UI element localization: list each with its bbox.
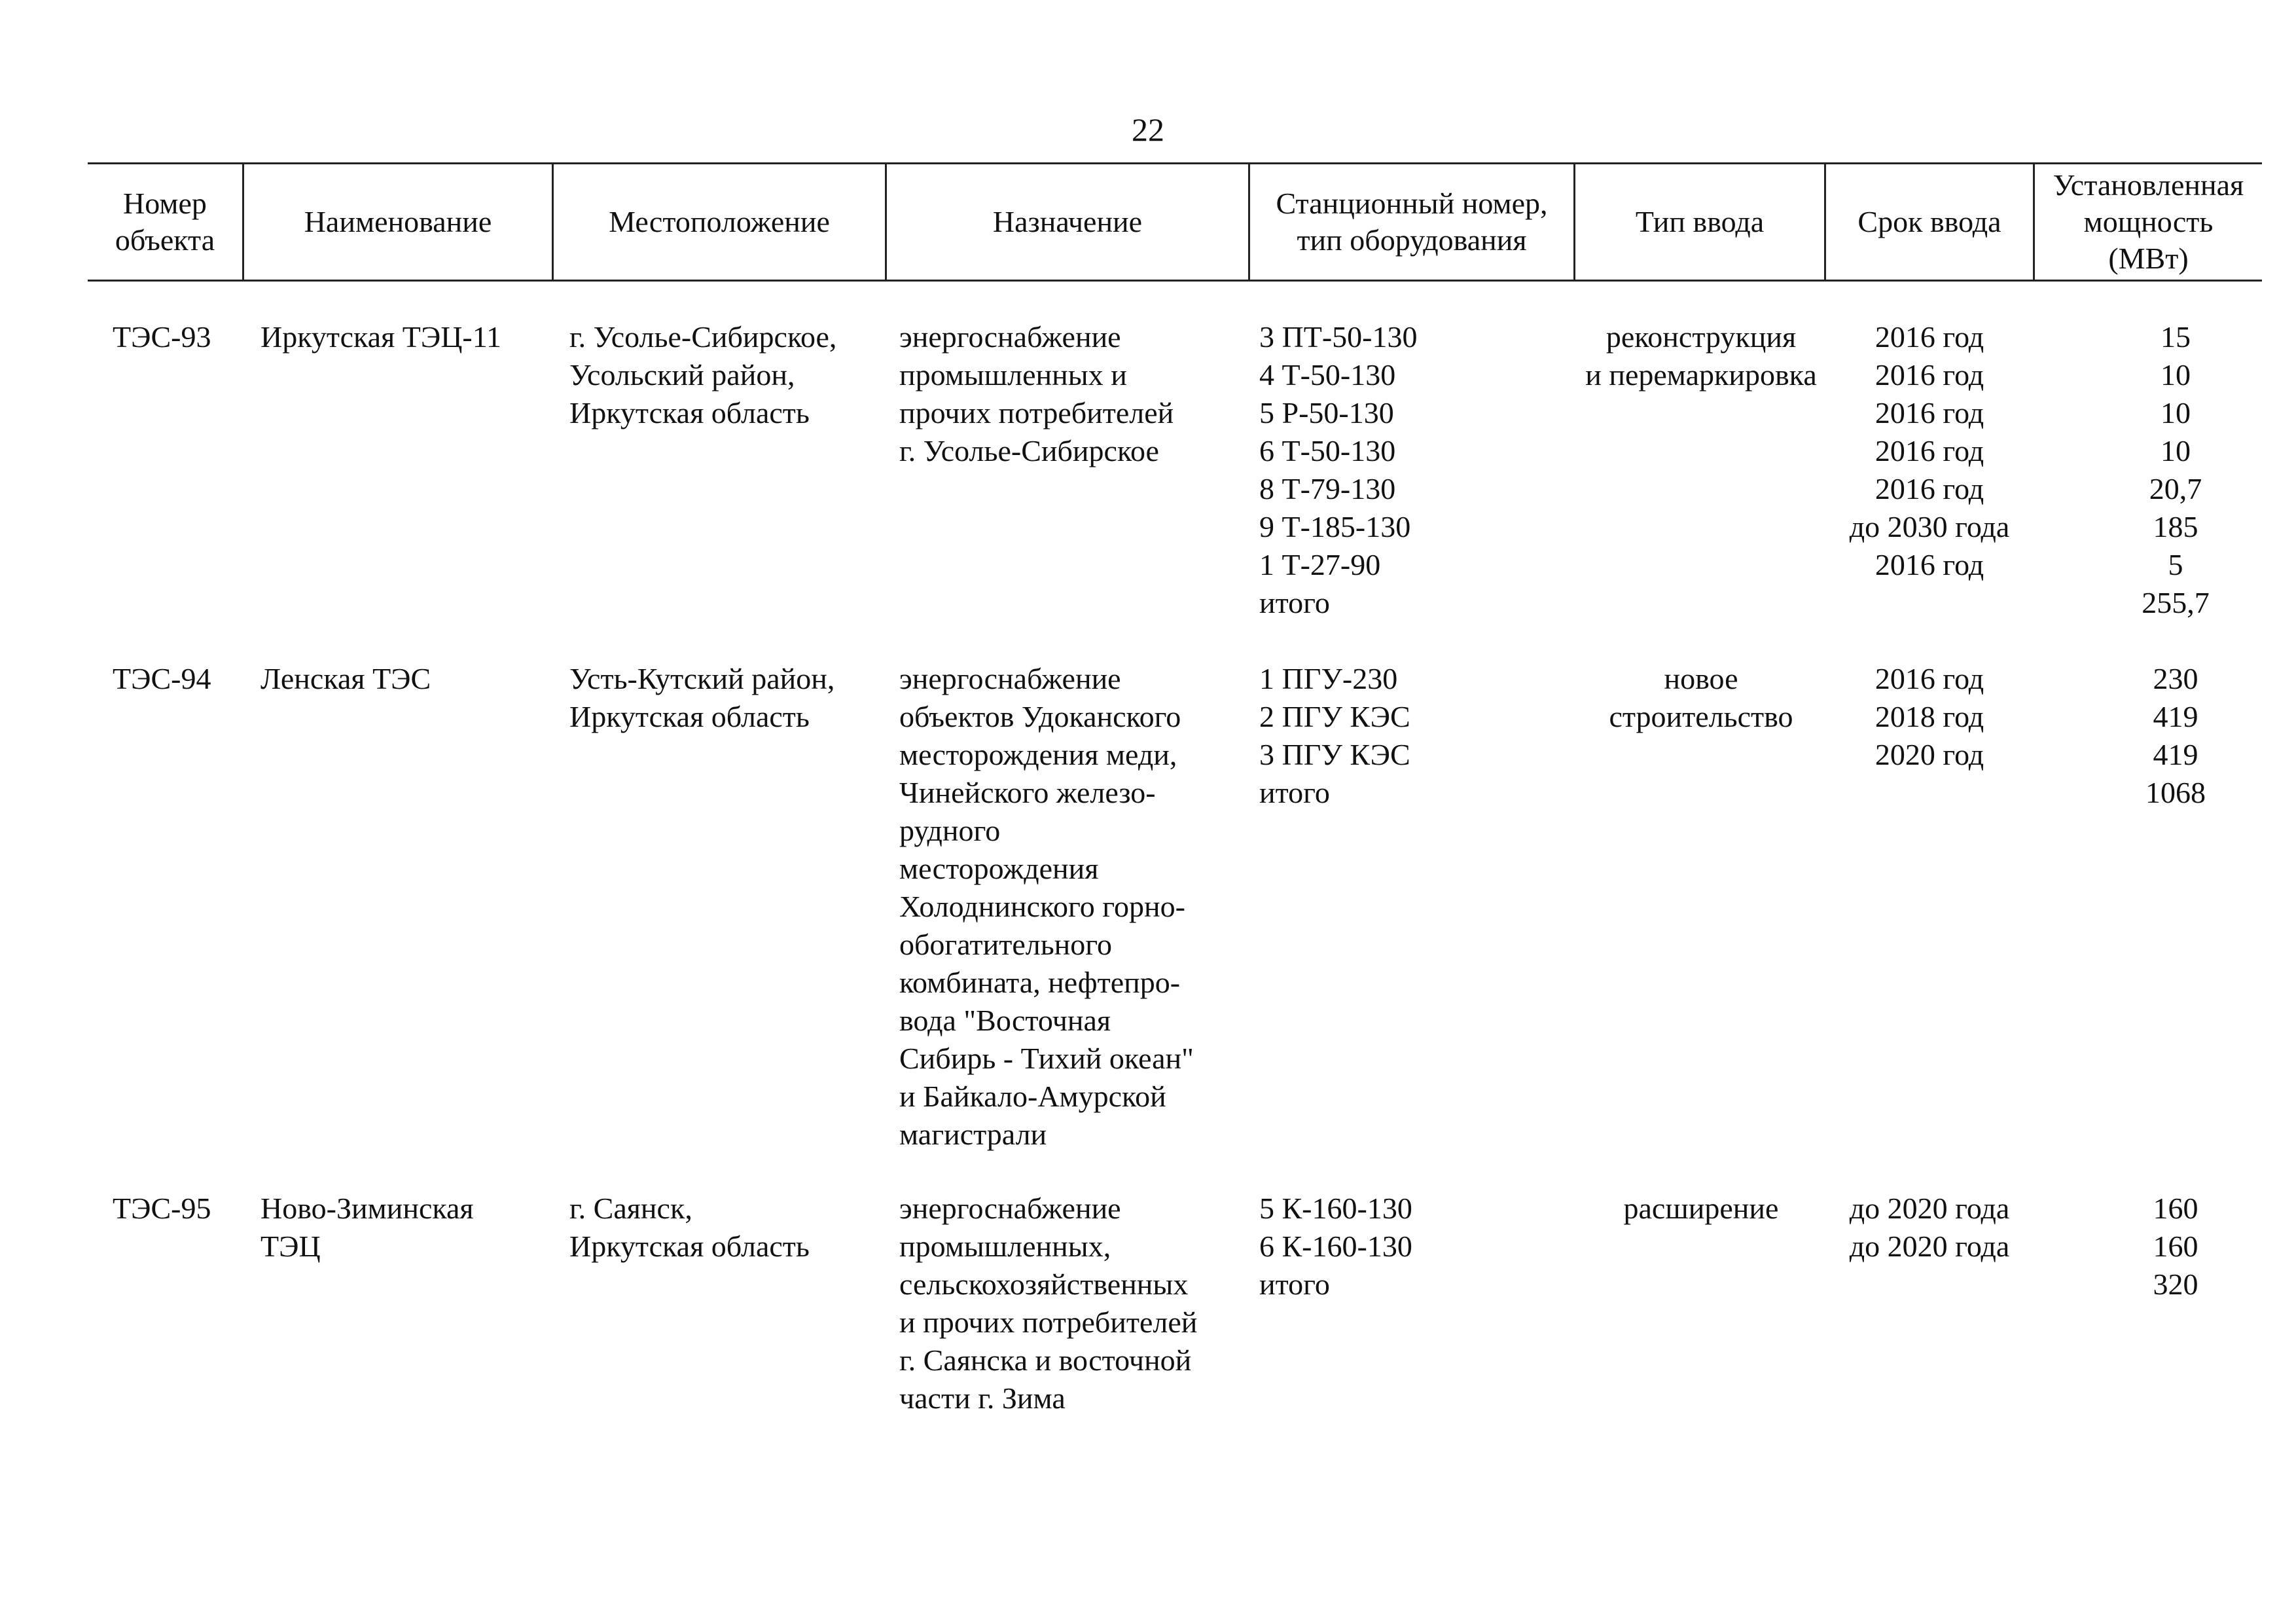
object-location: г. Саянск, Иркутская область — [569, 1192, 810, 1263]
object-number: ТЭС-94 — [113, 662, 211, 695]
header-installed-capacity: Установленная мощность (МВт) — [2053, 168, 2244, 275]
object-capacity: 15 10 10 10 20,7 185 5 255,7 — [2142, 320, 2210, 619]
object-number: ТЭС-93 — [113, 320, 211, 354]
header-object-number: Номер объекта — [115, 187, 215, 257]
object-purpose: энергоснабжение промышленных и прочих потребителей г. Усолье-Сибирское — [899, 320, 1174, 467]
object-input-type: новое строительство — [1609, 662, 1793, 733]
object-equipment: 5 К-160-130 6 К-160-130 итого — [1259, 1192, 1412, 1301]
object-location: Усть-Кутский район, Иркутская область — [569, 662, 835, 733]
table-header — [88, 162, 2262, 282]
facilities-table — [88, 162, 2262, 1415]
object-input-type: расширение — [1623, 1192, 1779, 1225]
header-name: Наименование — [304, 205, 492, 238]
object-name: Ново-Зиминская ТЭЦ — [260, 1192, 474, 1263]
header-purpose: Назначение — [992, 205, 1143, 238]
object-input-type: реконструкция и перемаркировка — [1585, 320, 1817, 392]
header-input-term: Срок ввода — [1857, 205, 2001, 238]
object-equipment: 3 ПТ-50-130 4 Т-50-130 5 Р-50-130 6 Т-50-130 8 Т-79-130 9 Т-185-130 1 Т-27-90 итого — [1259, 320, 1418, 619]
object-input-term: 2016 год 2016 год 2016 год 2016 год 2016 год до 2030 года 2016 год — [1849, 320, 2010, 581]
object-input-term: 2016 год 2018 год 2020 год — [1874, 662, 1984, 771]
object-input-term: до 2020 года до 2020 года — [1849, 1192, 2010, 1263]
object-purpose: энергоснабжение промышленных, сельскохозяйственных и прочих потребителей г. Саянска и восточной части г. Зима — [899, 1192, 1198, 1415]
object-capacity: 230 419 419 1068 — [2145, 662, 2206, 809]
object-capacity: 160 160 320 — [2153, 1192, 2198, 1301]
object-location: г. Усолье-Сибирское, Усольский район, Иркутская область — [569, 320, 837, 429]
object-name: Иркутская ТЭЦ-11 — [260, 320, 502, 354]
object-equipment: 1 ПГУ-230 2 ПГУ КЭС 3 ПГУ КЭС итого — [1259, 662, 1410, 809]
header-input-type: Тип ввода — [1635, 205, 1765, 238]
object-number: ТЭС-95 — [113, 1192, 211, 1225]
object-name: Ленская ТЭС — [260, 662, 431, 695]
page-number: 22 — [1132, 111, 1164, 148]
header-location: Местоположение — [609, 205, 830, 238]
header-equipment: Станционный номер, тип оборудования — [1276, 187, 1548, 257]
object-purpose: энергоснабжение объектов Удоканского месторождения меди, Чинейского железо- рудного месторождения Холоднинского горно- обогатительного комбината, нефтепро- вода "Восточная Сибирь - Тихий океан" и Байкало-Амурской магистрали — [899, 662, 1194, 1151]
